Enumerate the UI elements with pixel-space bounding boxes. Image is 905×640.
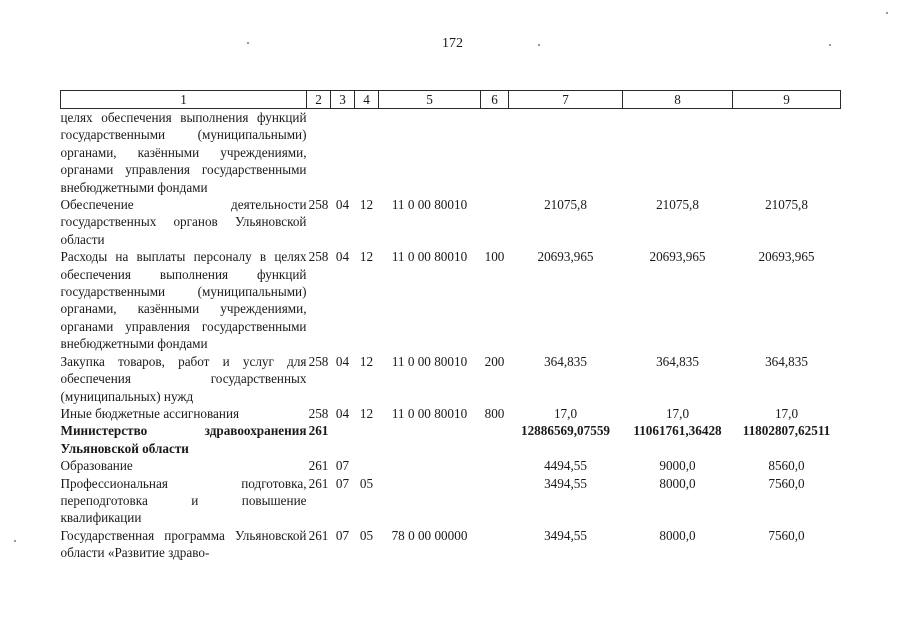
cell-subsection: 12 [359,405,374,421]
table-row [61,196,841,248]
cell-section: 04 [335,249,350,265]
cell-amount-col8 [623,109,733,197]
cell-ministry-code: 261 [308,458,329,474]
row-name: целях обеспечения выполнения функций государственными (муниципальными) органами, казёнными учреждениями, органами управления государственными внебюджетными фондами [60,110,307,195]
cell-expense-type: 100 [484,249,505,265]
cell-target-code: 11 0 00 80010 [391,405,468,421]
column-header: 8 [623,91,733,109]
column-header: 1 [61,91,307,109]
cell-subsection: 05 [359,475,374,491]
row-name: Иные бюджетные ассигнования [60,405,240,421]
cell-subsection: 12 [359,249,374,265]
cell-amount-col7: 17,0 [553,405,578,421]
cell-ministry-code [307,109,331,197]
cell-subsection [355,457,379,474]
cell-section: 07 [335,475,350,491]
cell-section [331,109,355,197]
column-header: 9 [733,91,841,109]
row-name: Министерство здравоохранения Ульяновской области [60,423,307,456]
cell-amount-col9: 7560,0 [768,527,805,543]
cell-section: 07 [335,527,350,543]
scan-speck [886,12,888,14]
cell-target-code [379,422,481,457]
row-name: Обеспечение деятельности государственных органов Ульяновской области [60,197,307,247]
cell-subsection [355,422,379,457]
cell-ministry-code: 258 [308,405,329,421]
cell-amount-col8: 364,835 [656,353,699,369]
column-header: 6 [481,91,509,109]
cell-expense-type [481,457,509,474]
cell-expense-type [481,422,509,457]
cell-ministry-code: 261 [308,475,329,491]
cell-amount-col9: 364,835 [765,353,808,369]
table-row [61,475,841,527]
column-header: 4 [355,91,379,109]
cell-target-code: 11 0 00 80010 [391,353,468,369]
cell-target-code [379,457,481,474]
cell-amount-col7: 21075,8 [544,197,587,213]
cell-section: 07 [335,458,350,474]
row-name: Расходы на выплаты персоналу в целях обеспечения выполнения функций государственными (муниципальными) органами, казёнными учреждениями, органами управления государственными внебюджетными фондами [60,249,307,352]
budget-table [60,90,841,562]
cell-amount-col7: 4494,55 [544,458,587,474]
cell-section [331,422,355,457]
cell-amount-col8: 17,0 [665,405,690,421]
column-header: 5 [379,91,481,109]
cell-ministry-code: 258 [308,249,329,265]
cell-ministry-code: 258 [308,353,329,369]
cell-target-code [379,475,481,527]
cell-amount-col7: 364,835 [544,353,587,369]
row-name: Закупка товаров, работ и услуг для обеспечения государственных (муниципальных) нужд [60,353,307,404]
cell-expense-type [481,109,509,197]
table-row [61,109,841,197]
cell-target-code: 78 0 00 00000 [391,527,468,543]
cell-expense-type [481,475,509,527]
cell-expense-type [481,196,509,248]
cell-amount-col9 [733,109,841,197]
cell-amount-col8: 20693,965 [649,249,706,265]
cell-expense-type: 800 [484,405,505,421]
cell-subsection: 05 [359,527,374,543]
cell-expense-type: 200 [484,353,505,369]
cell-amount-col7 [509,109,623,197]
header-row [61,91,841,109]
cell-amount-col7: 20693,965 [537,249,594,265]
cell-section: 04 [335,197,350,213]
table-row [61,457,841,474]
cell-ministry-code: 261 [308,423,329,439]
cell-subsection: 12 [359,353,374,369]
cell-expense-type [481,527,509,562]
cell-amount-col8: 8000,0 [659,475,696,491]
cell-target-code: 11 0 00 80010 [391,249,468,265]
row-name: Профессиональная подготовка, переподготовка и повышение квалификации [60,475,307,526]
cell-amount-col9: 8560,0 [768,458,805,474]
scan-speck [829,44,831,46]
column-header: 2 [307,91,331,109]
table-row [61,405,841,422]
cell-amount-col9: 7560,0 [768,475,805,491]
cell-ministry-code: 261 [308,527,329,543]
scan-speck [247,42,249,44]
cell-amount-col8: 8000,0 [659,527,696,543]
cell-ministry-code: 258 [308,197,329,213]
cell-amount-col9: 20693,965 [758,249,815,265]
scan-speck [14,540,16,542]
row-name: Государственная программа Ульяновской области «Развитие здраво- [60,527,307,561]
cell-amount-col8: 11061761,36428 [633,423,722,439]
cell-target-code [379,109,481,197]
cell-amount-col9: 17,0 [774,405,799,421]
cell-amount-col8: 9000,0 [659,458,696,474]
cell-amount-col9: 11802807,62511 [742,423,831,439]
table-row [61,353,841,405]
table-body [61,109,841,562]
cell-amount-col7: 3494,55 [544,475,587,491]
column-header: 7 [509,91,623,109]
cell-amount-col7: 12886569,07559 [520,423,610,439]
row-name: Образование [60,458,133,474]
page-number: 172 [442,36,463,51]
cell-amount-col8: 21075,8 [656,197,699,213]
table-row [61,248,841,352]
table-row [61,422,841,457]
cell-section: 04 [335,353,350,369]
scan-speck [538,44,540,46]
cell-subsection: 12 [359,197,374,213]
column-header: 3 [331,91,355,109]
cell-target-code: 11 0 00 80010 [391,197,468,213]
table-row [61,527,841,562]
cell-amount-col9: 21075,8 [765,197,808,213]
cell-subsection [355,109,379,197]
cell-amount-col7: 3494,55 [544,527,587,543]
cell-section: 04 [335,405,350,421]
